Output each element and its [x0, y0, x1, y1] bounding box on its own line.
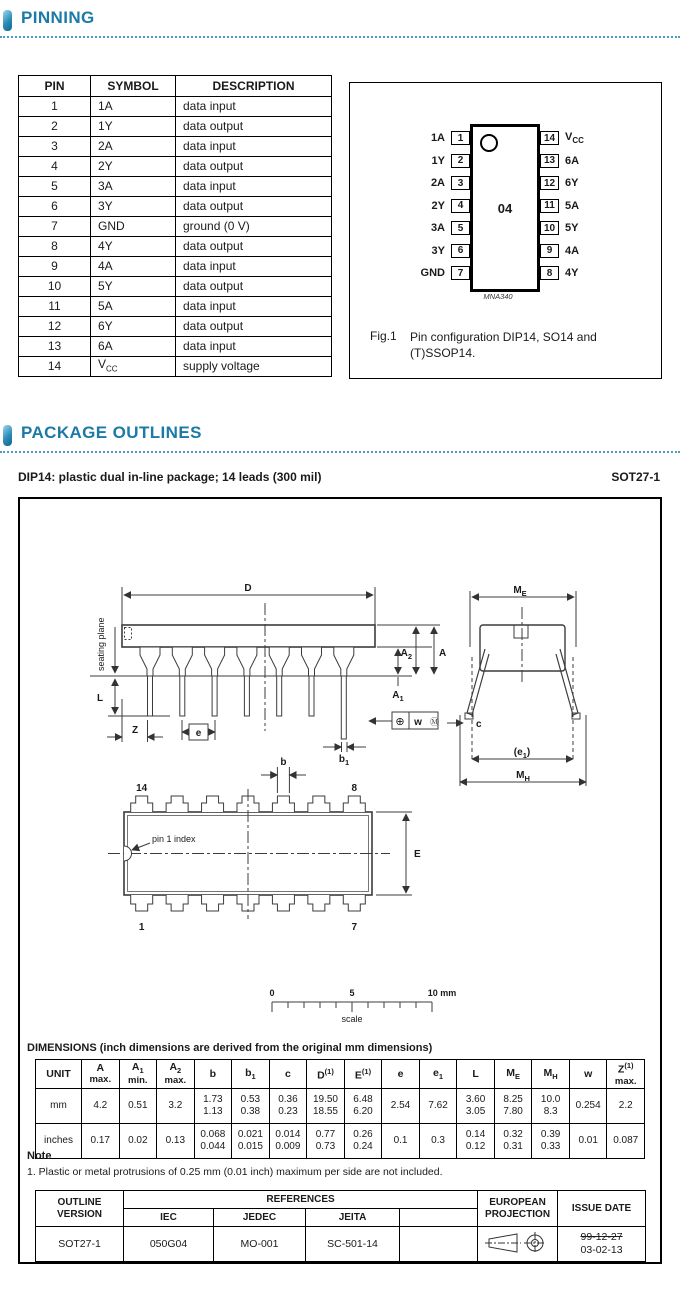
pin-cell: 10 — [19, 277, 91, 297]
jeita-header: JEITA — [306, 1209, 400, 1227]
symbol-cell: 5A — [91, 297, 176, 317]
pin-label: $V_{CC}$ — [565, 130, 584, 146]
dim-value-cell: 0.77 0.73 — [307, 1123, 345, 1158]
pin-number-box: 5 — [451, 221, 470, 235]
dip-pin-row-right — [540, 244, 579, 258]
dim-col-header: $M_H$ — [532, 1060, 570, 1089]
dimensions-table — [35, 1059, 645, 1159]
dim-value-cell: 3.2 — [157, 1088, 195, 1123]
pin1-indicator-circle-icon — [480, 134, 498, 152]
symbol-col-header: SYMBOL — [91, 76, 176, 97]
pin-number-box: 6 — [451, 244, 470, 258]
pin-number-box: 3 — [451, 176, 470, 190]
dim-label-w: w — [414, 717, 422, 728]
symbol-cell: 3Y — [91, 197, 176, 217]
references-header: REFERENCES — [124, 1191, 478, 1209]
pinning-section-header — [0, 8, 680, 42]
pin-cell: 11 — [19, 297, 91, 317]
jeita-value: SC-501-14 — [306, 1227, 400, 1262]
dip-pin-row-right — [540, 131, 584, 145]
dim-label-b: b — [280, 757, 287, 768]
seating-plane-label: seating plane — [96, 617, 106, 671]
pin-cell: 4 — [19, 157, 91, 177]
pin-table-row — [19, 157, 332, 177]
iec-header: IEC — [124, 1209, 214, 1227]
dip-pin-row-left — [350, 244, 470, 258]
pin-cell: 7 — [19, 217, 91, 237]
dim-col-header: $A_1$ min. — [119, 1060, 157, 1089]
symbol-cell: 3A — [91, 177, 176, 197]
dim-value-cell: 2.2 — [607, 1088, 645, 1123]
pin-cell: 5 — [19, 177, 91, 197]
pin-cell: 12 — [19, 317, 91, 337]
pin-number-box: 12 — [540, 176, 559, 190]
dim-value-cell: 6.48 6.20 — [344, 1088, 382, 1123]
blank-ref-header — [400, 1209, 478, 1227]
package-outline-box — [18, 497, 662, 1264]
dim-label-b1: $b_1$ — [338, 754, 350, 767]
pin-7-label: 7 — [351, 922, 358, 933]
symbol-cell: 5Y — [91, 277, 176, 297]
dim-label-e: e — [195, 728, 202, 739]
pin-table-row — [19, 137, 332, 157]
dip-pin-row-left — [350, 131, 470, 145]
dim-label-A2: $A_2$ — [400, 648, 412, 661]
dip-pin-row-left — [350, 266, 470, 280]
pin-table-row — [19, 237, 332, 257]
dim-label-MH: $M_H$ — [516, 770, 530, 783]
dim-col-header: $M_E$ — [494, 1060, 532, 1089]
description-cell: data input — [176, 297, 332, 317]
description-col-header: DESCRIPTION — [176, 76, 332, 97]
scale-label: scale — [341, 1014, 363, 1024]
section-accent-bar-icon — [3, 425, 12, 446]
issue-date-new: 03-02-13 — [580, 1244, 623, 1256]
description-cell: data input — [176, 97, 332, 117]
outline-version-value: SOT27-1 — [36, 1227, 124, 1262]
dip-chip-body — [470, 124, 540, 292]
dim-col-header: c — [269, 1060, 307, 1089]
dim-value-cell: 0.068 0.044 — [194, 1123, 232, 1158]
pin-table — [18, 75, 332, 377]
dim-col-header: A max. — [82, 1060, 120, 1089]
issue-date-cell — [558, 1227, 646, 1262]
dim-value-cell: 0.02 — [119, 1123, 157, 1158]
dim-value-cell: 0.39 0.33 — [532, 1123, 570, 1158]
pin-number-box: 2 — [451, 154, 470, 168]
pin-number-box: 10 — [540, 221, 559, 235]
dim-label-D: D — [244, 583, 252, 594]
dip-pin-row-right — [540, 221, 578, 235]
scale-tick-5: 5 — [349, 988, 355, 998]
pin-number-box: 14 — [540, 131, 559, 145]
jedec-value: MO-001 — [214, 1227, 306, 1262]
description-cell: data input — [176, 137, 332, 157]
symbol-cell: GND — [91, 217, 176, 237]
package-subtitle-row — [18, 470, 660, 484]
pin-table-row — [19, 317, 332, 337]
pin-label: 6Y — [565, 177, 579, 189]
dim-col-header: UNIT — [36, 1060, 82, 1089]
package-outline-drawing — [20, 499, 660, 1039]
dim-value-row — [36, 1088, 645, 1123]
pin-table-row — [19, 337, 332, 357]
pin-label: 6A — [565, 154, 580, 167]
dim-value-cell: 0.01 — [569, 1123, 607, 1158]
description-cell: data input — [176, 257, 332, 277]
note-item: 1. Plastic or metal protrusions of 0.25 mm (0.01 inch) maximum per side are not included. — [27, 1166, 443, 1178]
pinning-title: PINNING — [21, 8, 95, 27]
description-cell: data output — [176, 197, 332, 217]
pin-label: 2Y — [431, 199, 445, 212]
pin-label: 3Y — [431, 244, 445, 257]
dip-pin-row-left — [350, 199, 470, 213]
dip-pin-row-right — [540, 199, 579, 213]
pin-label: 1A — [430, 132, 445, 144]
pin-number-box: 9 — [540, 244, 559, 258]
pin-label: 4A — [565, 244, 580, 257]
pin-number-box: 8 — [540, 266, 559, 280]
dim-col-header: $e_1$ — [419, 1060, 457, 1089]
dim-unit-cell: inches — [36, 1123, 82, 1158]
pin1-index-label: pin 1 index — [152, 834, 196, 844]
dim-value-cell: 0.26 0.24 — [344, 1123, 382, 1158]
dim-col-header: $b_1$ — [232, 1060, 270, 1089]
dim-value-cell: 8.25 7.80 — [494, 1088, 532, 1123]
reference-table — [35, 1190, 646, 1262]
pin-number-box: 11 — [540, 199, 559, 213]
dim-value-cell: 0.53 0.38 — [232, 1088, 270, 1123]
symbol-cell: 2A — [91, 137, 176, 157]
description-cell: data input — [176, 177, 332, 197]
dim-unit-cell: mm — [36, 1088, 82, 1123]
dim-value-cell: 4.2 — [82, 1088, 120, 1123]
dim-value-cell: 3.60 3.05 — [457, 1088, 495, 1123]
note-title: Note — [27, 1150, 52, 1162]
dim-value-cell: 0.014 0.009 — [269, 1123, 307, 1158]
figure-caption — [370, 329, 597, 361]
description-cell: data output — [176, 277, 332, 297]
dim-value-cell: 0.3 — [419, 1123, 457, 1158]
scale-tick-10mm: 10 mm — [427, 988, 457, 998]
dotted-divider — [0, 36, 680, 38]
description-cell: data input — [176, 337, 332, 357]
pin-label: 2A — [430, 177, 445, 189]
pin-cell: 8 — [19, 237, 91, 257]
dim-col-header: $Z^{(1)}$ max. — [607, 1060, 645, 1089]
scale-tick-0: 0 — [269, 988, 275, 998]
issue-date-header: ISSUE DATE — [558, 1191, 646, 1227]
dim-value-cell: 0.14 0.12 — [457, 1123, 495, 1158]
dim-header-row — [36, 1060, 645, 1089]
pin-cell: 2 — [19, 117, 91, 137]
european-projection-cell — [478, 1227, 558, 1262]
symbol-cell: 4Y — [91, 237, 176, 257]
dim-value-cell: 0.13 — [157, 1123, 195, 1158]
dim-label-A: A — [439, 648, 447, 659]
european-projection-icon — [485, 1231, 551, 1255]
figure-number: Fig.1 — [370, 329, 397, 343]
european-projection-header: EUROPEAN PROJECTION — [478, 1191, 558, 1227]
symbol-cell: 6A — [91, 337, 176, 357]
pin-table-row — [19, 177, 332, 197]
pin-table-row — [19, 277, 332, 297]
pin-col-header: PIN — [19, 76, 91, 97]
dim-value-cell: 2.54 — [382, 1088, 420, 1123]
pin-cell: 13 — [19, 337, 91, 357]
outline-version-header: OUTLINE VERSION — [36, 1191, 124, 1227]
dim-value-cell: 0.254 — [569, 1088, 607, 1123]
package-description: DIP14: plastic dual in-line package; 14 leads (300 mil) — [18, 470, 322, 484]
dim-value-cell: 0.1 — [382, 1123, 420, 1158]
pin-14-label: 14 — [136, 783, 148, 794]
dim-value-cell: 0.36 0.23 — [269, 1088, 307, 1123]
dip-pin-row-right — [540, 154, 579, 168]
dim-value-cell: 0.17 — [82, 1123, 120, 1158]
mmc-symbol: Ⓜ — [430, 717, 440, 727]
symbol-cell: 6Y — [91, 317, 176, 337]
figure-drawing-code: MNA340 — [483, 292, 513, 301]
dim-col-header: $E^{(1)}$ — [344, 1060, 382, 1089]
issue-date-old: 99-12-27 — [580, 1231, 623, 1243]
pin-table-row — [19, 197, 332, 217]
description-cell: data output — [176, 237, 332, 257]
symbol-cell: 4A — [91, 257, 176, 277]
symbol-cell: 1A — [91, 97, 176, 117]
pin-cell: 9 — [19, 257, 91, 277]
dim-col-header: w — [569, 1060, 607, 1089]
pin-label: GND — [420, 267, 445, 279]
pin-table-body — [19, 97, 332, 377]
symbol-cell: 1Y — [91, 117, 176, 137]
dim-label-c: c — [476, 719, 482, 730]
dim-value-cell: 19.50 18.55 — [307, 1088, 345, 1123]
figure-caption-line1: Pin configuration DIP14, SO14 and — [410, 330, 597, 344]
blank-ref-value — [400, 1227, 478, 1262]
pin-table-row — [19, 117, 332, 137]
dip-pin-row-left — [350, 221, 470, 235]
section-accent-bar-icon — [3, 10, 12, 31]
chip-type-label: 04 — [497, 201, 513, 216]
pin-configuration-figure — [349, 82, 662, 379]
pin-cell: 1 — [19, 97, 91, 117]
package-outlines-title: PACKAGE OUTLINES — [21, 423, 202, 442]
dim-value-cell: 0.32 0.31 — [494, 1123, 532, 1158]
pin-label: 5A — [565, 199, 580, 212]
dim-col-header: b — [194, 1060, 232, 1089]
description-cell: data output — [176, 317, 332, 337]
pin-8-label: 8 — [351, 783, 358, 794]
iec-value: 050G04 — [124, 1227, 214, 1262]
symbol-cell: $V_{CC}$ — [91, 357, 176, 377]
description-cell: data output — [176, 157, 332, 177]
dip-pin-row-left — [350, 154, 470, 168]
figure-caption-line2: (T)SSOP14. — [410, 346, 476, 360]
jedec-header: JEDEC — [214, 1209, 306, 1227]
dim-value-cell: 0.087 — [607, 1123, 645, 1158]
dim-col-header: $D^{(1)}$ — [307, 1060, 345, 1089]
pin-label: 3A — [430, 222, 445, 234]
dip-pin-row-right — [540, 176, 578, 190]
pin-number-box: 7 — [451, 266, 470, 280]
pin-table-row — [19, 257, 332, 277]
dim-col-header: L — [457, 1060, 495, 1089]
pin-table-row — [19, 297, 332, 317]
pin-table-row — [19, 357, 332, 377]
package-outlines-section-header — [0, 423, 680, 457]
description-cell: ground (0 V) — [176, 217, 332, 237]
dimensions-caption: DIMENSIONS (inch dimensions are derived from the original mm dimensions) — [27, 1042, 433, 1054]
ref-value-row — [36, 1227, 646, 1262]
pin-number-box: 1 — [451, 131, 470, 145]
dim-label-ME: $M_E$ — [513, 585, 527, 598]
package-code: SOT27-1 — [611, 470, 660, 484]
dim-label-E: E — [414, 849, 421, 860]
dim-value-cell: 1.73 1.13 — [194, 1088, 232, 1123]
pin-cell: 3 — [19, 137, 91, 157]
pin-label: 1Y — [431, 154, 445, 167]
pin-label: 4Y — [565, 267, 579, 279]
pin-cell: 6 — [19, 197, 91, 217]
dim-value-cell: 0.021 0.015 — [232, 1123, 270, 1158]
pin-number-box: 4 — [451, 199, 470, 213]
dim-label-Z: Z — [131, 725, 139, 736]
dim-value-cell: 0.51 — [119, 1088, 157, 1123]
dim-value-cell: 10.0 8.3 — [532, 1088, 570, 1123]
position-tolerance-symbol: ⊕ — [395, 716, 405, 728]
dim-value-cell: 7.62 — [419, 1088, 457, 1123]
pin-table-row — [19, 97, 332, 117]
dim-value-row — [36, 1123, 645, 1158]
dim-col-header: e — [382, 1060, 420, 1089]
pin-cell: 14 — [19, 357, 91, 377]
dim-label-e1: $(e_1)$ — [513, 747, 531, 760]
symbol-cell: 2Y — [91, 157, 176, 177]
dotted-divider — [0, 451, 680, 453]
dim-label-A1: $A_1$ — [392, 690, 404, 703]
pin-table-header-row — [19, 76, 332, 97]
dip-pin-row-right — [540, 266, 578, 280]
description-cell: data output — [176, 117, 332, 137]
ref-header-row-1 — [36, 1191, 646, 1209]
pin-label: 5Y — [565, 222, 579, 234]
pin-table-row — [19, 217, 332, 237]
description-cell: supply voltage — [176, 357, 332, 377]
dim-col-header: $A_2$ max. — [157, 1060, 195, 1089]
pin-number-box: 13 — [540, 154, 559, 168]
dip-pin-row-left — [350, 176, 470, 190]
dim-label-L: L — [96, 693, 104, 704]
pin-1-label: 1 — [138, 922, 145, 933]
